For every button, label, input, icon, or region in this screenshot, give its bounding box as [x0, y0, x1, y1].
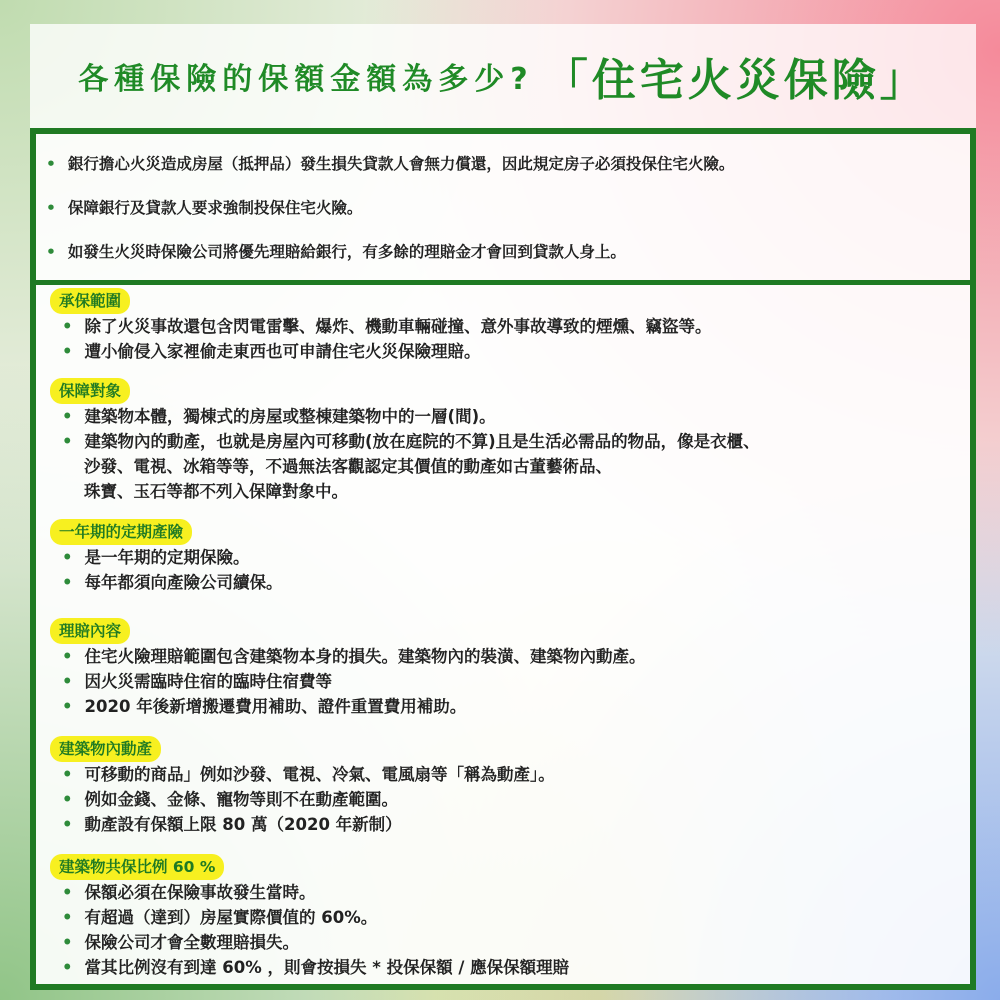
section-heading: 承保範圍 [50, 288, 130, 314]
bullet-icon: • [62, 317, 73, 336]
bullet-icon: • [46, 155, 56, 173]
info-box [30, 128, 976, 990]
section-coinsurance [50, 854, 569, 980]
list-item: • 因火災需臨時住宿的臨時住宿費等 [62, 672, 333, 691]
section-heading: 建築物共保比例 60 % [50, 854, 224, 880]
list-item-continuation: 珠寶、玉石等都不列入保障對象中。 [84, 482, 348, 501]
section-heading: 保障對象 [50, 378, 130, 404]
list-item: • 住宅火險理賠範圍包含建築物本身的損失。建築物內的裝潢、建築物內動產。 [62, 647, 646, 666]
bullet-icon: • [62, 908, 73, 927]
title-product: 「住宅火災保險」 [543, 55, 928, 106]
list-item: • 保額必須在保險事故發生當時。 [62, 883, 316, 902]
intro-item: • 如發生火災時保險公司將優先理賠給銀行，有多餘的理賠金才會回到貸款人身上。 [46, 243, 626, 261]
page-title [30, 24, 976, 128]
bullet-icon: • [62, 958, 73, 977]
intro-item: • 保障銀行及貸款人要求強制投保住宅火險。 [46, 199, 363, 217]
list-item: • 每年都須向產險公司續保。 [62, 573, 283, 592]
list-item: • 2020 年後新增搬遷費用補助、證件重置費用補助。 [62, 697, 467, 716]
section-coverage [50, 288, 712, 364]
section-heading: 一年期的定期產險 [50, 519, 192, 545]
bullet-icon: • [62, 790, 73, 809]
bullet-icon: • [46, 243, 56, 261]
bullet-icon: • [62, 548, 73, 567]
bullet-icon: • [62, 933, 73, 952]
list-item: • 建築物本體，獨棟式的房屋或整棟建築物中的一層(間)。 [62, 407, 496, 426]
section-insured-objects [50, 378, 760, 504]
title-question: 各種保險的保額金額為多少? [78, 62, 534, 97]
section-heading: 建築物內動產 [50, 736, 161, 762]
bullet-icon: • [62, 697, 73, 716]
section-one-year-policy [50, 519, 283, 595]
bullet-icon: • [62, 672, 73, 691]
section-claims [50, 618, 646, 719]
bullet-icon: • [62, 815, 73, 834]
bullet-icon: • [62, 407, 73, 426]
list-item: • 有超過（達到）房屋實際價值的 60%。 [62, 908, 378, 927]
list-item: • 建築物內的動產，也就是房屋內可移動(放在庭院的不算)且是生活必需品的物品，像是衣櫃、 [62, 432, 760, 451]
bullet-icon: • [62, 432, 73, 451]
bullet-icon: • [62, 765, 73, 784]
list-item: • 當其比例沒有到達 60% ，則會按損失 * 投保保額 / 應保保額理賠 [62, 958, 570, 977]
list-item: • 可移動的商品」例如沙發、電視、冷氣、電風扇等「稱為動產」。 [62, 765, 555, 784]
intro-section [36, 134, 970, 285]
list-item: • 除了火災事故還包含閃電雷擊、爆炸、機動車輛碰撞、意外事故導致的煙燻、竊盜等。 [62, 317, 712, 336]
section-heading: 理賠內容 [50, 618, 130, 644]
intro-item: • 銀行擔心火災造成房屋（抵押品）發生損失貸款人會無力償還，因此規定房子必須投保住宅火險。 [46, 155, 735, 173]
section-movable-property [50, 736, 555, 837]
bullet-icon: • [46, 199, 56, 217]
bullet-icon: • [62, 647, 73, 666]
list-item-continuation: 沙發、電視、冰箱等等，不過無法客觀認定其價值的動產如古董藝術品、 [84, 457, 612, 476]
list-item: • 遭小偷侵入家裡偷走東西也可申請住宅火災保險理賠。 [62, 342, 481, 361]
bullet-icon: • [62, 573, 73, 592]
bullet-icon: • [62, 342, 73, 361]
list-item: • 是一年期的定期保險。 [62, 548, 250, 567]
list-item: • 動產設有保額上限 80 萬（2020 年新制） [62, 815, 402, 834]
list-item: • 例如金錢、金條、寵物等則不在動產範圍。 [62, 790, 399, 809]
bullet-icon: • [62, 883, 73, 902]
list-item: • 保險公司才會全數理賠損失。 [62, 933, 300, 952]
